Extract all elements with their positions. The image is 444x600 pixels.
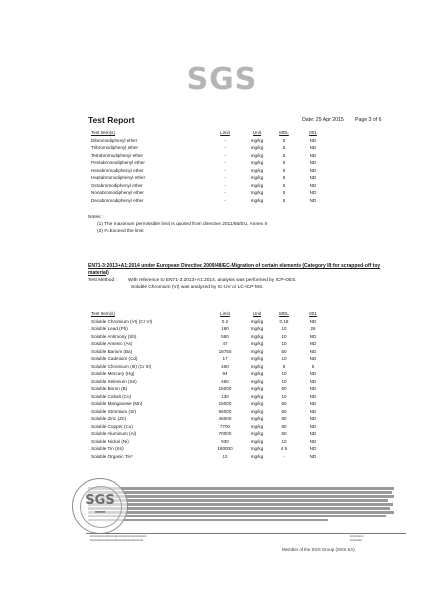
notes: [88, 214, 267, 235]
table-cell: 5: [282, 152, 286, 158]
table-cell: 50: [281, 386, 287, 392]
table-cell: mg/kg: [250, 152, 264, 158]
table-cell: 50: [281, 348, 287, 354]
table-cell: 50: [281, 408, 287, 414]
stamp-text: SGS: [85, 493, 115, 508]
table-cell: Soluble Chromium (VI) (Cr VI): [91, 318, 153, 324]
table-cell: 5: [282, 363, 286, 369]
table-cell: 0.18: [279, 318, 289, 324]
table-cell: ND: [309, 152, 317, 158]
table-cell: -: [224, 137, 226, 143]
table-row: [91, 378, 330, 386]
table-cell: Soluble Nickel (Ni): [91, 438, 129, 444]
table-row: [91, 182, 330, 190]
table-cell: ND: [309, 423, 317, 429]
table-header-row: [91, 310, 330, 318]
table-cell: mg/kg: [250, 371, 264, 377]
migration-results-table: [91, 310, 330, 460]
table-cell: 5: [282, 197, 286, 203]
table-cell: 50: [281, 431, 287, 437]
table-cell: 10: [281, 326, 287, 332]
table-cell: Soluble Boron (B): [91, 386, 128, 392]
column-header: Unit: [252, 130, 262, 136]
table-cell: 18750: [218, 348, 232, 354]
report-header: [0, 115, 444, 127]
test-method-line: Soluble Chromium (VI) was analyzed by IC-UV or LC-ICP-MS.: [131, 284, 264, 290]
table-cell: 47: [222, 341, 228, 347]
table-cell: ND: [309, 408, 317, 414]
table-cell: 5: [282, 167, 286, 173]
table-cell: mg/kg: [250, 401, 264, 407]
table-cell: 5: [282, 137, 286, 143]
table-cell: mg/kg: [250, 137, 264, 143]
table-cell: -: [224, 160, 226, 166]
test-method-label: Test Method :: [88, 278, 117, 283]
column-header: 001: [309, 311, 317, 317]
table-cell: 10: [281, 393, 287, 399]
table-cell: Pentabromodiphenyl ether: [91, 160, 145, 166]
table-cell: mg/kg: [250, 431, 264, 437]
table-cell: 15000: [218, 386, 232, 392]
table-row: [91, 152, 330, 160]
table-row: [91, 159, 330, 167]
table-cell: 0.2: [221, 318, 229, 324]
table-cell: ND: [309, 137, 317, 143]
table-cell: Soluble Chromium (III) (Cr III): [91, 363, 152, 369]
table-cell: 460: [221, 378, 229, 384]
sgs-seal-stamp: SGS ■■■■■: [72, 478, 128, 534]
table-cell: mg/kg: [250, 423, 264, 429]
table-cell: -: [224, 197, 226, 203]
table-cell: Soluble Tin (Sn): [91, 446, 124, 452]
table-row: [91, 453, 330, 461]
table-cell: ND: [309, 348, 317, 354]
table-row: [91, 325, 330, 333]
table-cell: ND: [309, 453, 317, 459]
table-row: [91, 174, 330, 182]
table-cell: Soluble Lead (Pb): [91, 326, 128, 332]
table-header-row: [91, 129, 330, 137]
table-cell: ND: [309, 356, 317, 362]
test-method-line: With reference to EN71-3:2013+A1:2014, analysis was performed by ICP-OES.: [128, 278, 297, 283]
table-cell: 4.9: [280, 446, 288, 452]
table-cell: ND: [309, 401, 317, 407]
table-row: [91, 340, 330, 348]
table-cell: ND: [309, 446, 317, 452]
table-cell: ND: [309, 190, 317, 196]
table-cell: mg/kg: [250, 318, 264, 324]
table-cell: ND: [309, 197, 317, 203]
address-footer: ▪▪▪▪▪▪▪▪▪▪▪▪▪▪▪▪▪▪▪▪▪▪▪▪▪▪▪▪▪▪▪▪▪▪▪▪▪▪▪▪▪▪▪▪▪▪▪▪▪▪ ▪▪▪▪▪▪▪▪▪▪▪▪▪▪▪▪▪▪▪▪▪▪▪▪▪▪▪▪▪▪▪▪▪▪▪▪▪▪▪▪▪▪▪▪▪▪▪ ▪▪▪▪▪▪▪▪▪▪▪▪ ▪▪▪▪▪▪▪▪▪▪▪: [86, 527, 406, 541]
table-row: [91, 189, 330, 197]
sgs-logo: SGS: [186, 62, 258, 97]
notes-heading: Notes :: [88, 215, 104, 220]
legal-disclaimer: [88, 487, 394, 522]
table-row: [91, 137, 330, 145]
table-cell: Hexabromodiphenyl ether: [91, 167, 144, 173]
table-cell: mg/kg: [250, 386, 264, 392]
table-cell: ND: [309, 416, 317, 422]
table-cell: mg/kg: [250, 333, 264, 339]
report-title: Test Report: [88, 115, 135, 125]
pbde-results-table: [91, 129, 330, 204]
column-header: MDL: [279, 130, 289, 136]
table-cell: 50: [281, 423, 287, 429]
table-cell: 5: [282, 145, 286, 151]
table-cell: 50: [281, 401, 287, 407]
table-cell: 70000: [218, 431, 232, 437]
table-cell: ND: [309, 175, 317, 181]
table-cell: 5: [282, 175, 286, 181]
table-cell: ND: [309, 438, 317, 444]
table-cell: 10: [281, 371, 287, 377]
table-cell: ND: [309, 160, 317, 166]
table-cell: mg/kg: [250, 356, 264, 362]
table-cell: 930: [221, 438, 229, 444]
column-header: Test Item(s): [91, 130, 115, 136]
table-cell: Soluble Aluminum (Al): [91, 431, 137, 437]
table-cell: Octabromodiphenyl ether: [91, 182, 143, 188]
table-cell: 180000: [217, 446, 233, 452]
table-cell: mg/kg: [250, 167, 264, 173]
table-cell: ND: [309, 386, 317, 392]
table-cell: Tribromodiphenyl ether: [91, 145, 139, 151]
table-cell: ND: [309, 145, 317, 151]
table-cell: 46000: [218, 416, 232, 422]
table-cell: mg/kg: [250, 175, 264, 181]
note-line: (2) #=Exceed the limit: [97, 229, 144, 234]
page-number: Page 3 of 6: [355, 117, 382, 123]
table-cell: mg/kg: [250, 438, 264, 444]
table-row: [91, 370, 330, 378]
table-cell: ND: [309, 318, 317, 324]
table-cell: mg/kg: [250, 197, 264, 203]
table-cell: mg/kg: [250, 341, 264, 347]
table-cell: 15000: [218, 401, 232, 407]
table-row: [91, 318, 330, 326]
table-cell: -: [283, 453, 285, 459]
table-cell: mg/kg: [250, 160, 264, 166]
column-header: Unit: [252, 311, 262, 317]
table-cell: 10: [281, 378, 287, 384]
table-cell: ND: [309, 167, 317, 173]
table-cell: 12: [222, 453, 228, 459]
table-cell: 10: [281, 356, 287, 362]
table-cell: mg/kg: [250, 363, 264, 369]
table-cell: mg/kg: [250, 408, 264, 414]
note-line: (1) The maximum permissible limit is quoted from directive 2011/65/EU, Annex II: [97, 222, 268, 227]
table-cell: Decabromodiphenyl ether: [91, 197, 144, 203]
table-cell: Soluble Antimony (Sb): [91, 333, 137, 339]
section-title: EN71-3:2013+A1:2014 under European Directive 2009/48/EC-Migration of certain elements (Category III:for scrapped-off toy material): [88, 263, 381, 276]
table-cell: Soluble Mercury (Hg): [91, 371, 135, 377]
table-row: [91, 333, 330, 341]
member-of-sgs-group: Member of the SGS Group (SGS SA): [282, 547, 355, 552]
table-cell: 460: [221, 363, 229, 369]
table-row: [91, 385, 330, 393]
table-cell: 160: [221, 326, 229, 332]
table-row: [91, 363, 330, 371]
table-cell: Soluble Barium (Ba): [91, 348, 133, 354]
table-cell: mg/kg: [250, 416, 264, 422]
table-cell: -: [224, 145, 226, 151]
table-row: [91, 445, 330, 453]
table-row: [91, 393, 330, 401]
table-cell: 10: [281, 333, 287, 339]
table-cell: 10: [281, 341, 287, 347]
table-cell: Soluble Organic Tin*: [91, 453, 133, 459]
table-cell: 5: [282, 190, 286, 196]
table-cell: -: [224, 167, 226, 173]
table-cell: mg/kg: [250, 348, 264, 354]
table-cell: Soluble Strontium (Sr): [91, 408, 137, 414]
table-cell: mg/kg: [250, 453, 264, 459]
table-cell: Tetrabromodiphenyl ether: [91, 152, 144, 158]
column-header: Limit: [220, 130, 230, 136]
table-row: [91, 415, 330, 423]
table-cell: 5: [282, 160, 286, 166]
column-header: Test Item(s): [91, 311, 115, 317]
table-cell: mg/kg: [250, 182, 264, 188]
table-cell: 56000: [218, 408, 232, 414]
table-cell: 10: [281, 438, 287, 444]
table-cell: Heptabromodiphenyl ether: [91, 175, 146, 181]
table-cell: mg/kg: [250, 145, 264, 151]
test-method: [88, 278, 297, 291]
column-header: Limit: [220, 311, 230, 317]
table-row: [91, 144, 330, 152]
table-cell: 94: [222, 371, 228, 377]
table-cell: mg/kg: [250, 190, 264, 196]
table-cell: Nonabromodiphenyl ether: [91, 190, 144, 196]
table-cell: 5: [282, 182, 286, 188]
table-cell: -: [224, 182, 226, 188]
table-cell: -: [224, 175, 226, 181]
table-cell: Soluble Cadmium (Cd): [91, 356, 138, 362]
table-cell: Soluble Copper (Cu): [91, 423, 133, 429]
table-cell: ND: [309, 341, 317, 347]
table-row: [91, 197, 330, 205]
table-cell: -: [224, 152, 226, 158]
table-cell: mg/kg: [250, 446, 264, 452]
table-cell: Soluble Manganese (Mn): [91, 401, 143, 407]
table-cell: ND: [309, 378, 317, 384]
column-header: MDL: [279, 311, 289, 317]
table-row: [91, 430, 330, 438]
table-row: [91, 438, 330, 446]
table-row: [91, 355, 330, 363]
table-cell: -: [224, 190, 226, 196]
table-cell: 50: [281, 416, 287, 422]
table-cell: mg/kg: [250, 378, 264, 384]
table-cell: ND: [309, 431, 317, 437]
table-cell: 5: [311, 363, 315, 369]
table-cell: Soluble Zinc (Zn): [91, 416, 126, 422]
table-cell: 17: [222, 356, 228, 362]
table-cell: 130: [221, 393, 229, 399]
table-cell: 560: [221, 333, 229, 339]
table-cell: Soluble Selenium (Se): [91, 378, 137, 384]
table-row: [91, 423, 330, 431]
table-cell: 26: [310, 326, 316, 332]
table-cell: Soluble Cobalt (Co): [91, 393, 132, 399]
table-cell: 7700: [219, 423, 231, 429]
table-row: [91, 408, 330, 416]
table-row: [91, 348, 330, 356]
table-row: [91, 400, 330, 408]
table-cell: ND: [309, 371, 317, 377]
column-header: 001: [309, 130, 317, 136]
table-cell: ND: [309, 182, 317, 188]
table-cell: Soluble Arsenic (As): [91, 341, 133, 347]
table-cell: Dibromodiphenyl ether: [91, 137, 138, 143]
table-cell: mg/kg: [250, 326, 264, 332]
table-cell: ND: [309, 393, 317, 399]
report-date: Date: 29 Apr 2015: [302, 117, 344, 123]
table-cell: ND: [309, 333, 317, 339]
table-cell: mg/kg: [250, 393, 264, 399]
table-row: [91, 167, 330, 175]
